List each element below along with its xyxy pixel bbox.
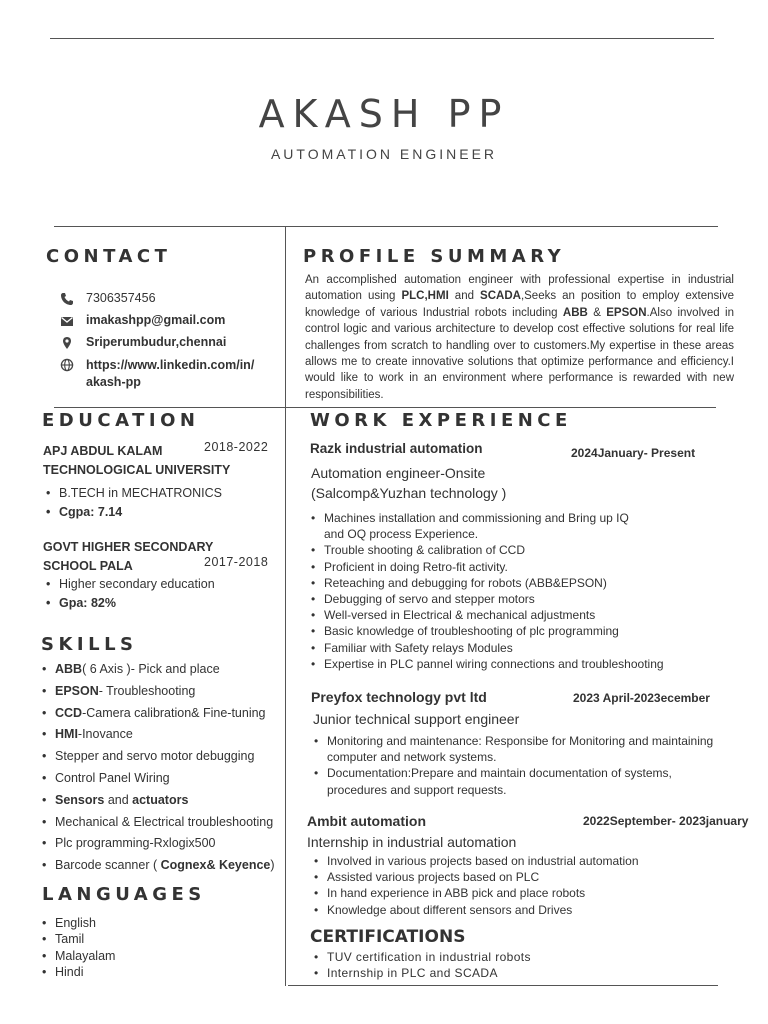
location-text: Sriperumbudur,chennai [86,335,227,349]
contact-heading: CONTACT [46,246,172,267]
list-item: • Assisted various projects based on PLC [312,869,639,885]
list-item: • Reteaching and debugging for robots (ABB&EPSON) [309,575,664,591]
skill-text: Mechanical & Electrical troubleshooting [55,814,274,829]
profile-summary [305,272,734,403]
profile-heading: PROFILE SUMMARY [303,246,566,267]
list-item-continuation: computer and network systems. [327,750,497,765]
job-bullets [312,853,639,918]
school-name-line: TECHNOLOGICAL UNIVERSITY [43,463,231,477]
list-item: • Proficient in doing Retro-fit activity. [309,559,664,575]
list-item [40,681,275,703]
school-name-line: GOVT HIGHER SECONDARY [43,540,214,554]
profile-text: An accomplished automation engineer with professional expertise in industrial automation using [305,274,734,303]
list-item: • Debugging of servo and stepper motors [309,591,664,607]
candidate-role: AUTOMATION ENGINEER [270,146,498,162]
list-item [40,855,275,877]
skill-keyword: Sensors [55,792,105,807]
profile-text: .Also involved in control logic and various architecture to develop cost effective solutions for real life challenges from scratch to handling over to customers.My expertise in these areas allows me to create innovative solutions that optimize performance and efficiency.I would like to work in an environment where performance is rewarded with new responsibilities. [305,306,734,401]
profile-keyword: SCADA [480,290,521,303]
list-item: • Monitoring and maintenance: Responsibe for Monitoring and maintaining [312,733,713,749]
list-item: • Documentation:Prepare and maintain documentation of systems, [312,765,713,781]
skill-text: Barcode scanner ( [55,858,161,873]
profile-keyword: ABB [562,306,588,319]
mail-icon [60,314,74,328]
job-role: Junior technical support engineer [313,711,520,727]
list-item [40,812,275,834]
list-item: • Knowledge about different sensors and Drives [312,902,639,918]
school-name-line: SCHOOL PALA [43,559,133,573]
job-dates: 2024January- Present [571,446,696,460]
list-item: • English [40,915,115,931]
list-item: • B.TECH in MECHATRONICS [44,484,222,503]
job-dates: 2023 April-2023ecember [573,691,710,705]
edu-school-2 [43,538,213,576]
list-item: • Machines installation and commissioning and Bring up IQ [309,510,664,526]
candidate-name: AKASH PP [258,92,510,136]
list-item: • Expertise in PLC pannel wiring connections and troubleshooting [309,656,664,672]
skill-text: ( 6 Axis )- Pick and place [82,662,220,676]
languages-heading: LANGUAGES [42,884,206,905]
job-bullets [312,733,713,798]
top-divider [50,38,714,39]
list-item: • TUV certification in industrial robots [312,949,531,965]
skill-text: Stepper and servo motor debugging [55,749,255,764]
contact-location [60,335,226,350]
edu-list-2 [44,575,215,613]
list-item [40,703,275,725]
job-bullets [309,510,664,672]
job-company: Razk industrial automation [310,441,483,456]
skills-heading: SKILLS [41,634,138,655]
list-item: • Basic knowledge of troubleshooting of plc programming [309,623,664,639]
job-role: Internship in industrial automation [307,834,517,850]
skill-keyword: Cognex& Keyence [160,858,271,873]
list-item [40,768,275,790]
list-item: • Trouble shooting & calibration of CCD [309,542,664,558]
skill-text: - Troubleshooting [98,683,196,698]
contact-linkedin [60,357,254,391]
email-text[interactable]: imakashpp@gmail.com [86,313,226,327]
job-role [311,463,506,503]
list-item [40,790,275,812]
list-item-continuation: and OQ process Experience. [324,527,479,542]
job-company: Ambit automation [307,813,426,829]
list-item: • Internship in PLC and SCADA [312,965,531,981]
skill-text: -Camera calibration& Fine-tuning [82,705,266,720]
skill-text: Plc programming-Rxlogix500 [55,836,216,851]
list-item: • Cgpa: 7.14 [44,503,222,522]
work-heading: WORK EXPERIENCE [310,410,572,431]
linkedin-link[interactable] [86,357,254,391]
profile-keyword: EPSON [606,306,647,319]
list-item: • Involved in various projects based on industrial automation [312,853,639,869]
location-pin-icon [60,336,74,350]
skill-keyword: actuators [132,792,189,807]
globe-icon [60,358,74,372]
column-divider [285,226,286,986]
list-item: • Higher secondary education [44,575,215,594]
list-item: • Malayalam [40,948,115,964]
bottom-divider [288,985,718,986]
section-divider [54,407,716,408]
skill-text: Control Panel Wiring [55,770,170,785]
linkedin-line-2: akash-pp [86,375,141,389]
linkedin-line-1: https://www.linkedin.com/in/ [86,358,255,372]
list-item: • Hindi [40,964,115,980]
profile-keyword: PLC,HMI [401,290,449,303]
list-item-continuation: procedures and support requests. [327,782,507,797]
certifications-list [312,949,531,981]
languages-list [40,915,115,980]
list-item [40,724,275,746]
skill-keyword: HMI [55,727,78,742]
list-item: • In hand experience in ABB pick and place robots [312,885,639,901]
contact-email [60,313,225,328]
edu-list-1 [44,484,222,522]
skill-keyword: CCD [55,705,83,720]
edu-school-1 [43,442,230,480]
skill-text: ) [270,858,275,873]
list-item [40,746,275,768]
phone-text: 7306357456 [86,291,156,305]
edu-years-2: 2017-2018 [204,555,269,569]
list-item [40,659,275,681]
school-name-line: APJ ABDUL KALAM [43,444,163,458]
phone-icon [60,292,74,306]
list-item: • Tamil [40,931,115,947]
role-line: (Salcomp&Yuzhan technology ) [311,485,507,501]
profile-text: & [587,306,607,319]
skill-text: -Inovance [77,727,133,742]
education-heading: EDUCATION [42,410,200,431]
contact-phone [60,291,156,306]
skill-keyword: ABB [55,662,83,676]
skill-text: and [104,792,133,807]
role-line: Automation engineer-Onsite [311,465,486,481]
edu-years-1: 2018-2022 [204,440,269,454]
certifications-heading: CERTIFICATIONS [310,927,466,947]
skill-keyword: EPSON [55,683,99,698]
profile-text: ,Seeks an position to employ extensive knowledge of various Industrial robots including [305,290,734,319]
job-dates: 2022September- 2023january [583,814,749,828]
list-item: • Familiar with Safety relays Modules [309,640,664,656]
list-item: • Gpa: 82% [44,594,215,613]
profile-text: and [448,290,481,303]
job-company: Preyfox technology pvt ltd [311,689,487,705]
skills-list [40,659,275,877]
list-item: • Well-versed in Electrical & mechanical adjustments [309,607,664,623]
header-divider [54,226,718,227]
list-item [40,833,275,855]
